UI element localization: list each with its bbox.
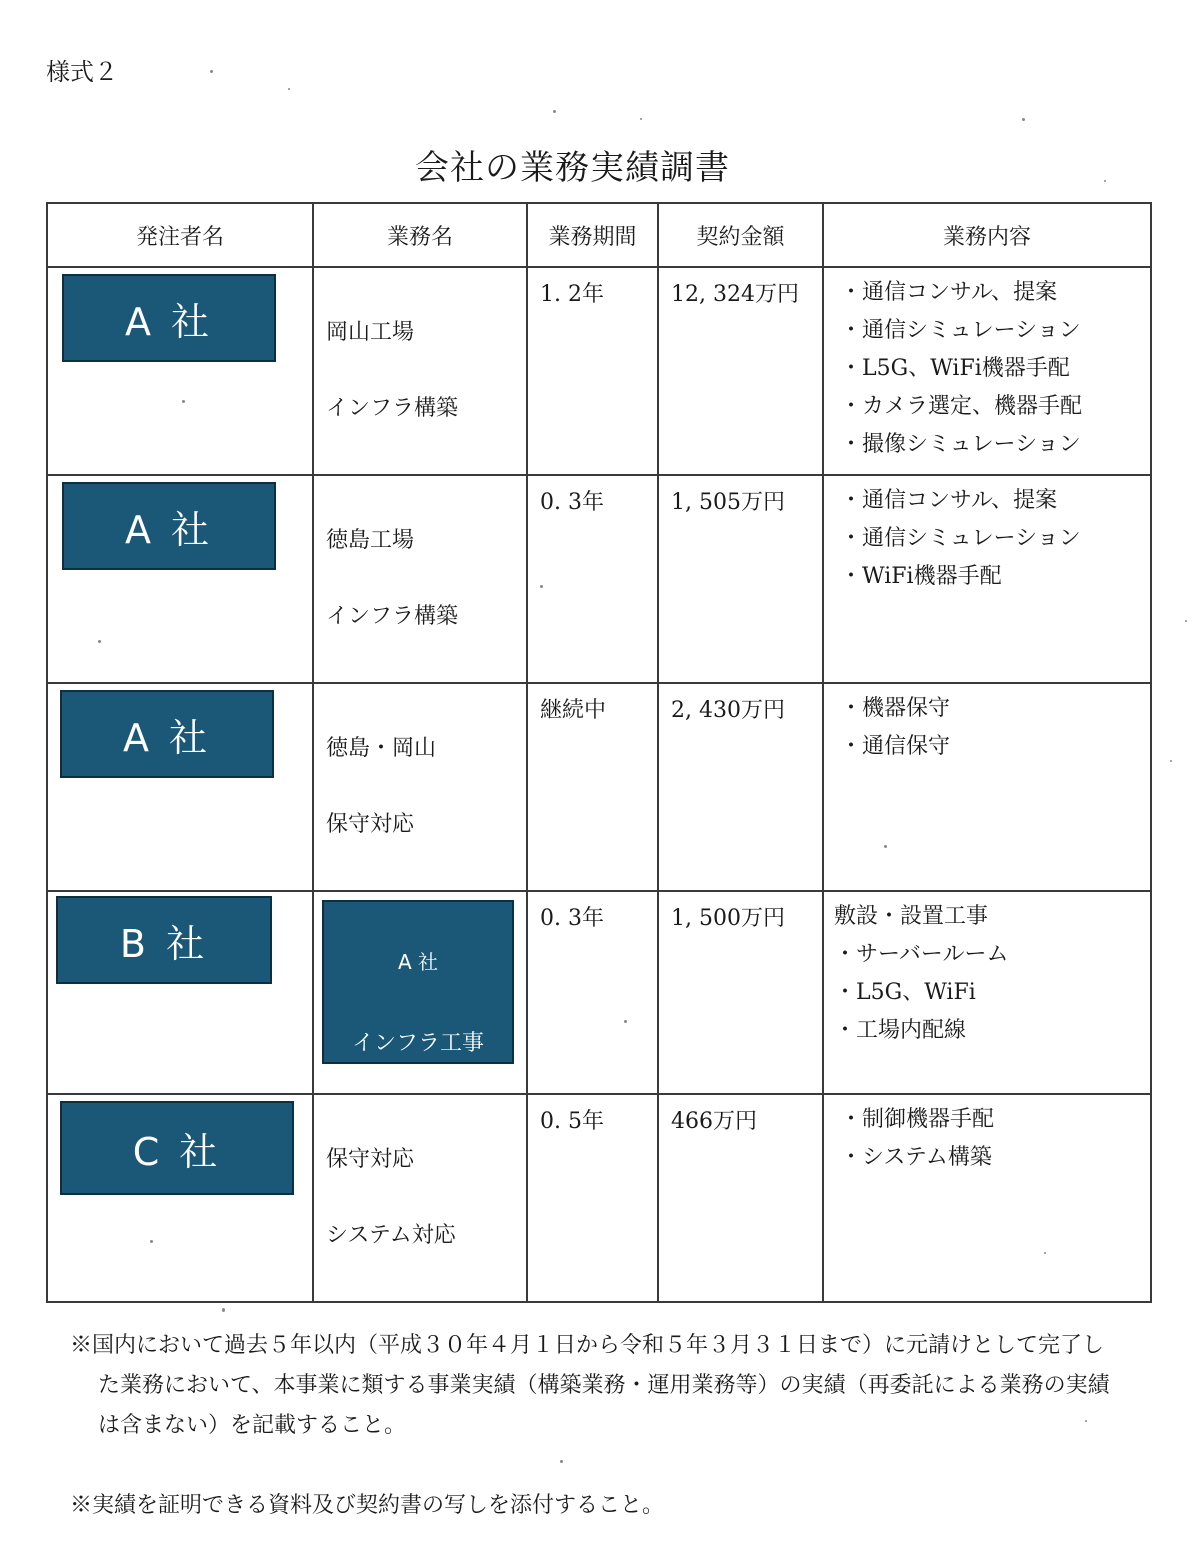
list-item: ・ 工場内配線 xyxy=(834,1012,1140,1050)
period-cell xyxy=(527,683,658,891)
list-item: ・ 通信コンサル、提案 xyxy=(840,482,1140,520)
contents-cell xyxy=(823,1094,1151,1302)
amount-value: 466万円 xyxy=(671,1109,757,1134)
table-row xyxy=(47,683,1151,891)
contents-cell xyxy=(823,683,1151,891)
client-cell xyxy=(47,891,313,1094)
period-value: 0. 3年 xyxy=(540,906,604,931)
client-name-box: A 社 xyxy=(60,690,274,778)
amount-cell xyxy=(658,475,823,683)
task-box-line: A 社 xyxy=(397,950,439,974)
client-cell xyxy=(47,475,313,683)
task-name-line: 保守対応 xyxy=(326,812,415,837)
list-item: ・ 機器保守 xyxy=(840,690,1140,728)
contents-list xyxy=(824,1095,1150,1177)
header-contents: 業務内容 xyxy=(823,203,1151,267)
period-value: 継続中 xyxy=(540,698,607,723)
list-item: ・ WiFi機器手配 xyxy=(840,558,1140,596)
period-cell xyxy=(527,891,658,1094)
client-name-box: A 社 xyxy=(62,482,276,570)
amount-cell xyxy=(658,1094,823,1302)
table-row xyxy=(47,475,1151,683)
table-row xyxy=(47,1094,1151,1302)
task-name-line: 徳島工場 xyxy=(326,528,415,553)
list-item: ・ 通信シミュレーション xyxy=(840,520,1140,558)
task-name-line: システム対応 xyxy=(326,1223,456,1248)
period-value: 0. 5年 xyxy=(540,1109,604,1134)
amount-cell xyxy=(658,683,823,891)
amount-value: 12, 324万円 xyxy=(671,282,799,307)
list-item: ・ L5G、WiFi xyxy=(834,974,1140,1012)
header-amount: 契約金額 xyxy=(658,203,823,267)
document-title: 会社の業務実績調書 xyxy=(415,148,730,188)
list-item: ・ 通信コンサル、提案 xyxy=(840,274,1140,312)
period-cell xyxy=(527,475,658,683)
contents-cell xyxy=(823,891,1151,1094)
list-item: ・ サーバールーム xyxy=(834,936,1140,974)
table-row xyxy=(47,267,1151,475)
contents-list xyxy=(824,476,1150,596)
client-cell xyxy=(47,267,313,475)
task-name-cell xyxy=(313,891,527,1094)
task-box-line: インフラ工事 xyxy=(351,1031,484,1056)
client-name-box: C 社 xyxy=(60,1101,294,1195)
client-cell xyxy=(47,1094,313,1302)
task-name-line: 保守対応 xyxy=(326,1147,415,1172)
contents-list xyxy=(824,892,1150,1050)
list-item: ・ 撮像シミュレーション xyxy=(840,426,1140,464)
client-name-box: B 社 xyxy=(56,896,272,984)
task-name-cell xyxy=(313,267,527,475)
header-client: 発注者名 xyxy=(47,203,313,267)
amount-cell xyxy=(658,891,823,1094)
contents-cell xyxy=(823,267,1151,475)
amount-value: 1, 505万円 xyxy=(671,490,785,515)
task-name-line: インフラ構築 xyxy=(326,604,459,629)
period-value: 0. 3年 xyxy=(540,490,604,515)
header-row xyxy=(47,203,1151,267)
list-item: ・ 通信保守 xyxy=(840,728,1140,766)
amount-cell xyxy=(658,267,823,475)
note-requirement: ※国内において過去５年以内（平成３０年４月１日から令和５年３月３１日まで）に元請けとして完了した業務において、本事業に類する事業実績（構築業務・運用業務等）の実績（再委託による業務の実績は含まない）を記載すること。 xyxy=(70,1333,1110,1438)
records-table xyxy=(46,202,1152,1303)
amount-value: 2, 430万円 xyxy=(671,698,785,723)
list-item: ・ システム構築 xyxy=(840,1139,1140,1177)
contents-cell xyxy=(823,475,1151,683)
task-name-cell xyxy=(313,475,527,683)
contents-list xyxy=(824,268,1150,464)
client-cell xyxy=(47,683,313,891)
period-cell xyxy=(527,267,658,475)
list-item: ・ 制御機器手配 xyxy=(840,1101,1140,1139)
period-value: 1. 2年 xyxy=(540,282,604,307)
task-name-cell xyxy=(313,683,527,891)
table-row xyxy=(47,891,1151,1094)
form-label: 様式２ xyxy=(46,58,118,86)
list-item: ・ 通信シミュレーション xyxy=(840,312,1140,350)
amount-value: 1, 500万円 xyxy=(671,906,785,931)
contents-list xyxy=(824,684,1150,766)
header-task-name: 業務名 xyxy=(313,203,527,267)
notes xyxy=(70,1326,1110,1526)
task-name-box xyxy=(322,900,514,1064)
client-name-box: A 社 xyxy=(62,274,276,362)
list-item: ・ L5G、WiFi機器手配 xyxy=(840,350,1140,388)
note-attachment: ※実績を証明できる資料及び契約書の写しを添付すること。 xyxy=(70,1493,665,1518)
task-name-line: 徳島・岡山 xyxy=(326,736,437,761)
header-period: 業務期間 xyxy=(527,203,658,267)
period-cell xyxy=(527,1094,658,1302)
list-item: ・ カメラ選定、機器手配 xyxy=(840,388,1140,426)
list-item-lead: 敷設・設置工事 xyxy=(834,904,989,929)
task-name-cell xyxy=(313,1094,527,1302)
task-name-line: インフラ構築 xyxy=(326,396,459,421)
task-name-line: 岡山工場 xyxy=(326,320,415,345)
